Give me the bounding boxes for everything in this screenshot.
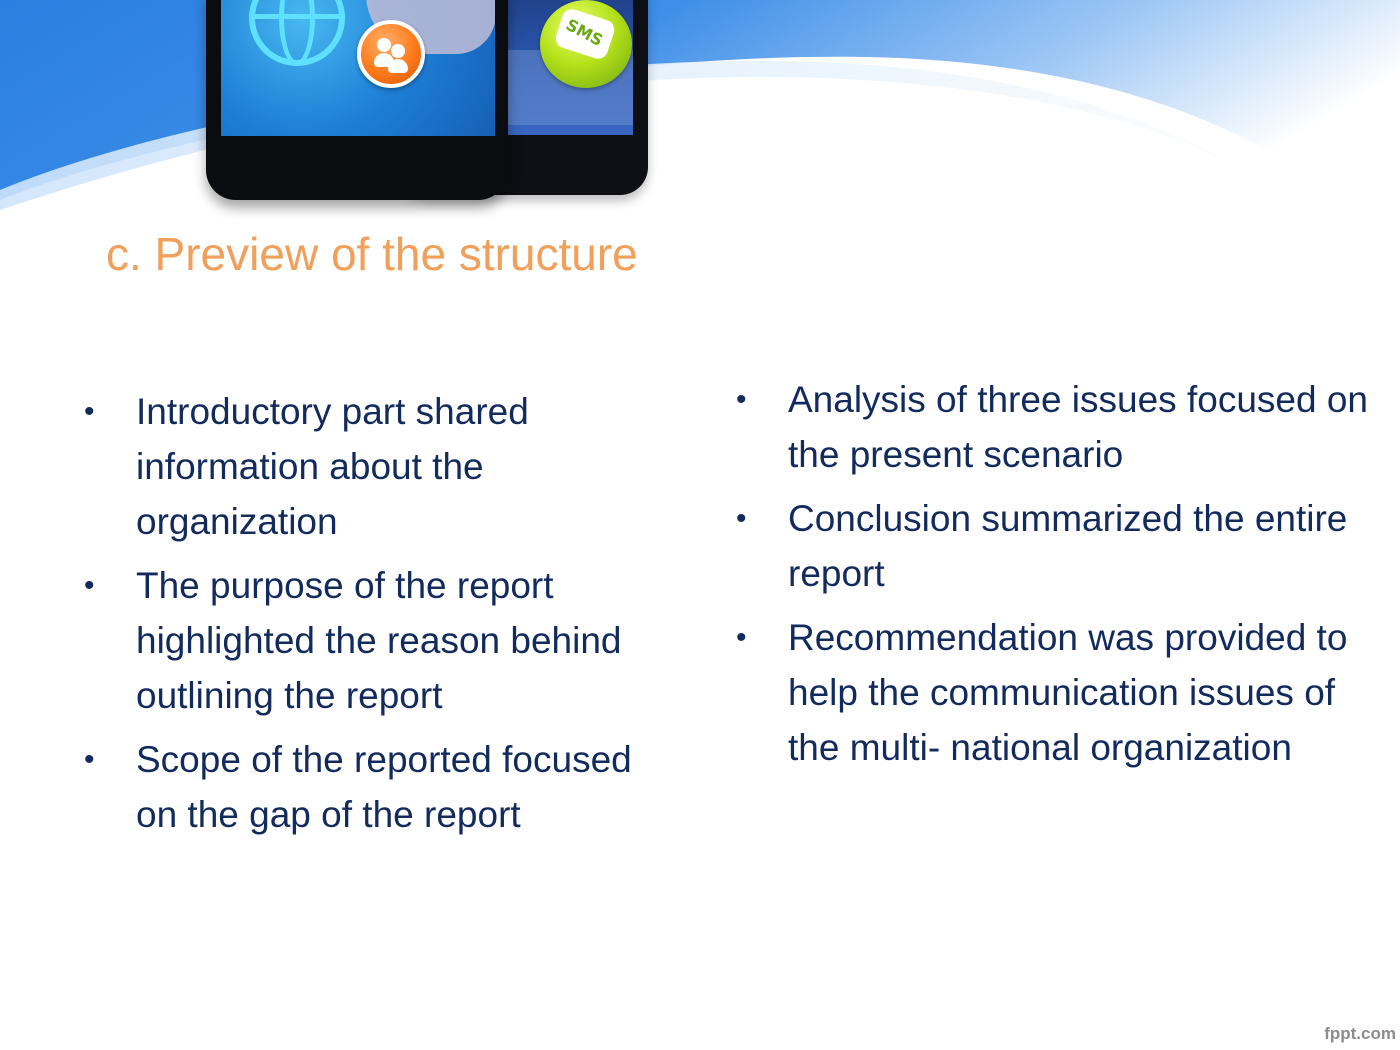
list-item-text: Scope of the reported focused on the gap of the report bbox=[136, 739, 632, 835]
left-bullet-list bbox=[84, 384, 654, 851]
globe-equator bbox=[249, 14, 345, 19]
phone-screen bbox=[221, 0, 495, 136]
list-item-text: Recommendation was provided to help the communication issues of the multi- national organization bbox=[788, 617, 1348, 768]
bullet-icon: • bbox=[84, 569, 95, 602]
globe-icon bbox=[249, 0, 345, 66]
phone-image-front bbox=[206, 0, 508, 200]
bullet-icon: • bbox=[736, 383, 747, 416]
list-item bbox=[736, 372, 1376, 482]
people-icon bbox=[357, 20, 425, 88]
list-item bbox=[84, 384, 654, 549]
slide-title: c. Preview of the structure bbox=[106, 228, 638, 280]
list-item bbox=[84, 558, 654, 723]
right-bullet-list bbox=[736, 372, 1376, 784]
footer-watermark: fppt.com bbox=[1324, 1024, 1396, 1043]
list-item-text: Introductory part shared information about the organization bbox=[136, 391, 529, 542]
globe-meridian bbox=[279, 0, 315, 66]
list-item bbox=[736, 491, 1376, 601]
sms-icon bbox=[540, 0, 632, 88]
bullet-icon: • bbox=[84, 743, 95, 776]
list-item-text: The purpose of the report highlighted the reason behind outlining the report bbox=[136, 565, 622, 716]
sms-label: SMS bbox=[562, 14, 607, 51]
bullet-icon: • bbox=[736, 502, 747, 535]
bullet-icon: • bbox=[736, 621, 747, 654]
bullet-icon: • bbox=[84, 395, 95, 428]
list-item-text: Analysis of three issues focused on the present scenario bbox=[788, 379, 1368, 475]
list-item-text: Conclusion summarized the entire report bbox=[788, 498, 1348, 594]
list-item bbox=[736, 610, 1376, 775]
list-item bbox=[84, 732, 654, 842]
